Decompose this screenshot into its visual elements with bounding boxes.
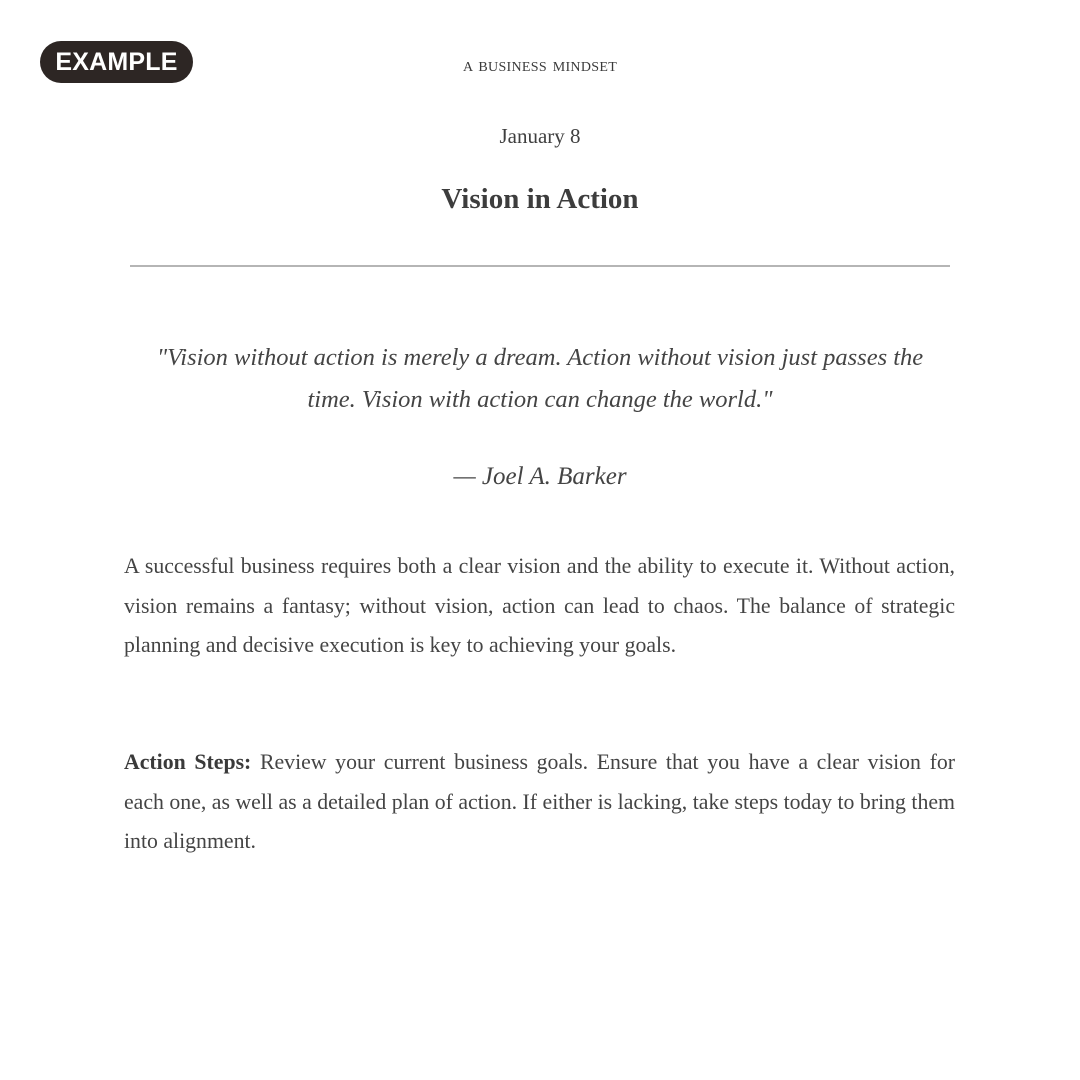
quote-author: — Joel A. Barker [453, 463, 627, 490]
action-steps-text: Review your current business goals. Ensure that you have a clear vision for each one, as well as a detailed plan of action. If either is lacking, take steps today to bring them into alignment. [124, 750, 955, 853]
body-paragraph: A successful business requires both a clear vision and the ability to execute it. Without action, vision remains a fantasy; without vision, action can lead to chaos. The balance of strategic planning and decisive execution is key to achieving your goals. [124, 554, 955, 657]
example-badge: EXAMPLE [40, 41, 193, 83]
divider [130, 265, 950, 267]
book-title: A BUSINESS MINDSET [462, 60, 618, 75]
entry-title: Vision in Action [441, 183, 639, 215]
entry-date: January 8 [499, 124, 581, 148]
quote-text: "Vision without action is merely a dream. Action without vision just passes the time. Vision with action can change the world." [156, 344, 924, 413]
action-steps-paragraph [124, 743, 955, 862]
action-steps-label: Action Steps: [124, 750, 252, 774]
